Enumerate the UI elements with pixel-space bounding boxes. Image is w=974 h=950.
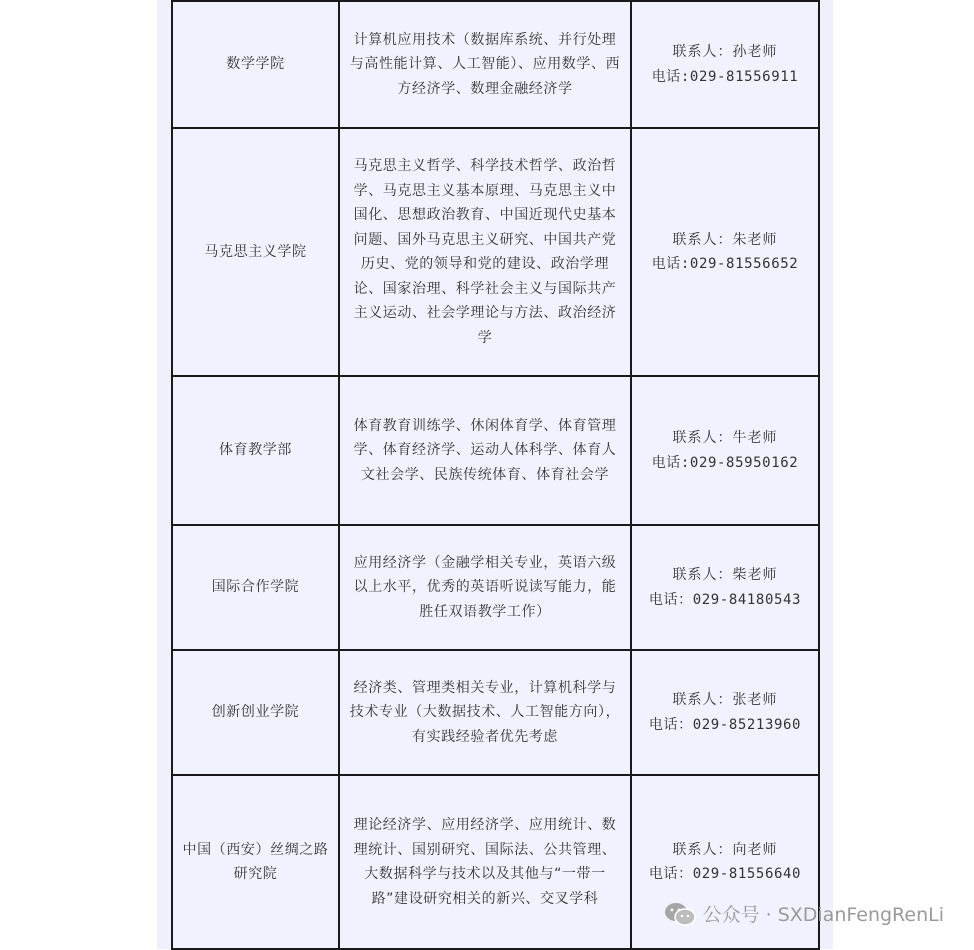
college-cell: 创新创业学院 — [172, 650, 339, 775]
contact-person: 联系人：牛老师 — [672, 430, 778, 446]
contact-phone: 电话：029-81556640 — [648, 866, 802, 882]
contact-person: 联系人：孙老师 — [672, 44, 778, 60]
majors-cell: 应用经济学（金融学相关专业，英语六级以上水平，优秀的英语听说读写能力，能胜任双语教学工作） — [339, 525, 631, 650]
contact-person: 联系人：张老师 — [672, 692, 778, 708]
contact-cell — [631, 1, 819, 128]
watermark-text: 公众号 · SXDianFengRenLi — [702, 904, 944, 926]
watermark — [663, 900, 944, 927]
majors-cell: 经济类、管理类相关专业，计算机科学与技术专业（大数据技术、人工智能方向），有实践经验者优先考虑 — [339, 650, 631, 775]
table-row — [172, 128, 819, 376]
contact-phone: 电话:029-81556911 — [651, 68, 799, 85]
table-row — [172, 650, 819, 775]
contact-cell — [631, 376, 819, 525]
contact-phone: 电话:029-85950162 — [651, 454, 799, 471]
contact-phone: 电话:029-81556652 — [651, 256, 799, 272]
college-cell: 体育教学部 — [172, 376, 339, 525]
contact-person: 联系人：柴老师 — [672, 567, 778, 583]
contact-person: 联系人：朱老师 — [672, 231, 778, 248]
majors-cell: 计算机应用技术（数据库系统、并行处理与高性能计算、人工智能）、应用数学、西方经济学、数理金融经济学 — [339, 1, 631, 128]
table-row — [172, 376, 819, 525]
college-cell: 马克思主义学院 — [172, 128, 339, 376]
table-row — [172, 525, 819, 650]
majors-cell: 体育教育训练学、休闲体育学、体育管理学、体育经济学、运动人体科学、体育人文社会学、民族传统体育、体育社会学 — [339, 376, 631, 525]
contact-phone: 电话：029-85213960 — [648, 716, 802, 733]
contact-cell — [631, 128, 819, 376]
table-row — [172, 1, 819, 128]
wechat-icon — [663, 901, 697, 927]
recruitment-table — [171, 0, 820, 950]
contact-cell — [631, 525, 819, 650]
college-cell: 中国（西安）丝绸之路研究院 — [172, 775, 339, 949]
contact-phone: 电话：029-84180543 — [648, 591, 802, 608]
college-cell: 数学学院 — [172, 1, 339, 128]
college-cell: 国际合作学院 — [172, 525, 339, 650]
majors-cell: 理论经济学、应用经济学、应用统计、数理统计、国别研究、国际法、公共管理、大数据科学与技术以及其他与“一带一路”建设研究相关的新兴、交叉学科 — [339, 775, 631, 949]
majors-cell: 马克思主义哲学、科学技术哲学、政治哲学、马克思主义基本原理、马克思主义中国化、思想政治教育、中国近现代史基本问题、国外马克思主义研究、中国共产党历史、党的领导和党的建设、政治学理论、国家治理、科学社会主义与国际共产主义运动、社会学理论与方法、政治经济学 — [339, 128, 631, 376]
contact-person: 联系人：向老师 — [672, 841, 778, 858]
contact-cell — [631, 650, 819, 775]
